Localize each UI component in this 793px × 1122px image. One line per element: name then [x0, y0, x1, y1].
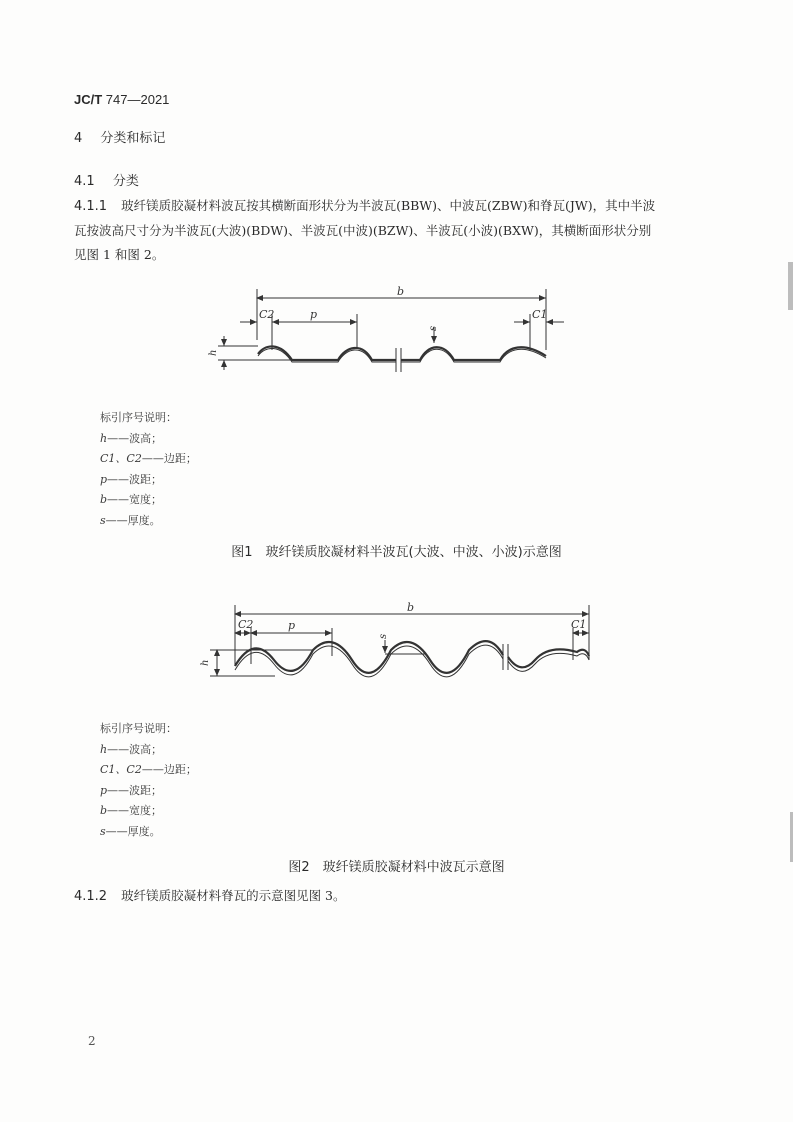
- profile-right: [508, 649, 589, 667]
- legend-item: C1、C2——边距；: [100, 452, 197, 465]
- label-b: b: [397, 285, 405, 298]
- legend-item: s——厚度。: [100, 824, 161, 838]
- page-number: 2: [88, 1034, 96, 1048]
- subsection-number: 4.1: [74, 174, 95, 189]
- clause-number: 4.1.1: [74, 199, 108, 214]
- clause-number: 4.1.2: [74, 889, 108, 904]
- paragraph-line-1: 4.1.1 玻纤镁质胶凝材料波瓦按其横断面形状分为半波瓦(BBW)、中波瓦(ZBW)和脊瓦(JW)，其中半波: [74, 198, 656, 214]
- section-title: 分类和标记: [100, 131, 166, 146]
- label-c2: C2: [259, 308, 275, 321]
- legend-item: h——波高；: [100, 431, 163, 445]
- figure1-diagram: [200, 280, 580, 380]
- figure1-legend: [100, 408, 197, 531]
- legend-item: p——波距；: [100, 783, 163, 797]
- subsection-title: 分类: [112, 174, 139, 189]
- legend-item: b——宽度；: [100, 493, 163, 506]
- legend-item: p——波距；: [100, 472, 163, 486]
- paragraph-line-3: 见图 1 和图 2。: [74, 247, 165, 262]
- paragraph-line-2: 瓦按波高尺寸分为半波瓦(大波)(BDW)、半波瓦(中波)(BZW)、半波瓦(小波)(BXW)，其横断面形状分别: [74, 223, 652, 238]
- section-heading: [74, 127, 165, 146]
- clause-text: 玻纤镁质胶凝材料脊瓦的示意图见图 3。: [121, 888, 346, 903]
- label-b: b: [407, 601, 415, 614]
- legend-title: 标引序号说明：: [100, 411, 177, 424]
- subsection-heading: [74, 170, 139, 189]
- legend-item: s——厚度。: [100, 513, 161, 527]
- legend-item: C1、C2——边距；: [100, 763, 197, 776]
- standard-code: JC/T: [74, 92, 103, 107]
- document-code: [74, 92, 169, 107]
- clause-4-1-2: [74, 884, 346, 909]
- label-c1: C1: [571, 618, 587, 631]
- label-p: p: [310, 308, 318, 321]
- standard-number: 747—2021: [105, 92, 170, 107]
- legend-item: h——波高；: [100, 742, 163, 756]
- clause-4-1-1: [74, 194, 724, 267]
- figure1-caption: 图1 玻纤镁质胶凝材料半波瓦(大波、中波、小波)示意图: [231, 545, 562, 560]
- scan-edge-mark: [788, 262, 793, 310]
- profile-left: [235, 641, 503, 673]
- label-s: s: [378, 633, 389, 639]
- figure2-diagram: [195, 600, 605, 690]
- legend-title: 标引序号说明：: [100, 722, 177, 735]
- label-c2: C2: [238, 618, 254, 631]
- label-h: h: [200, 659, 211, 666]
- label-p: p: [288, 619, 296, 632]
- label-c1: C1: [532, 308, 548, 321]
- profile-left: [258, 346, 396, 360]
- section-number: 4: [74, 131, 83, 146]
- label-h: h: [208, 349, 219, 356]
- figure2-legend: [100, 719, 197, 842]
- profile-right-inner: [508, 653, 589, 671]
- legend-item: b——宽度；: [100, 804, 163, 817]
- label-s: s: [428, 325, 439, 331]
- figure2-caption: 图2 玻纤镁质胶凝材料中波瓦示意图: [288, 860, 505, 875]
